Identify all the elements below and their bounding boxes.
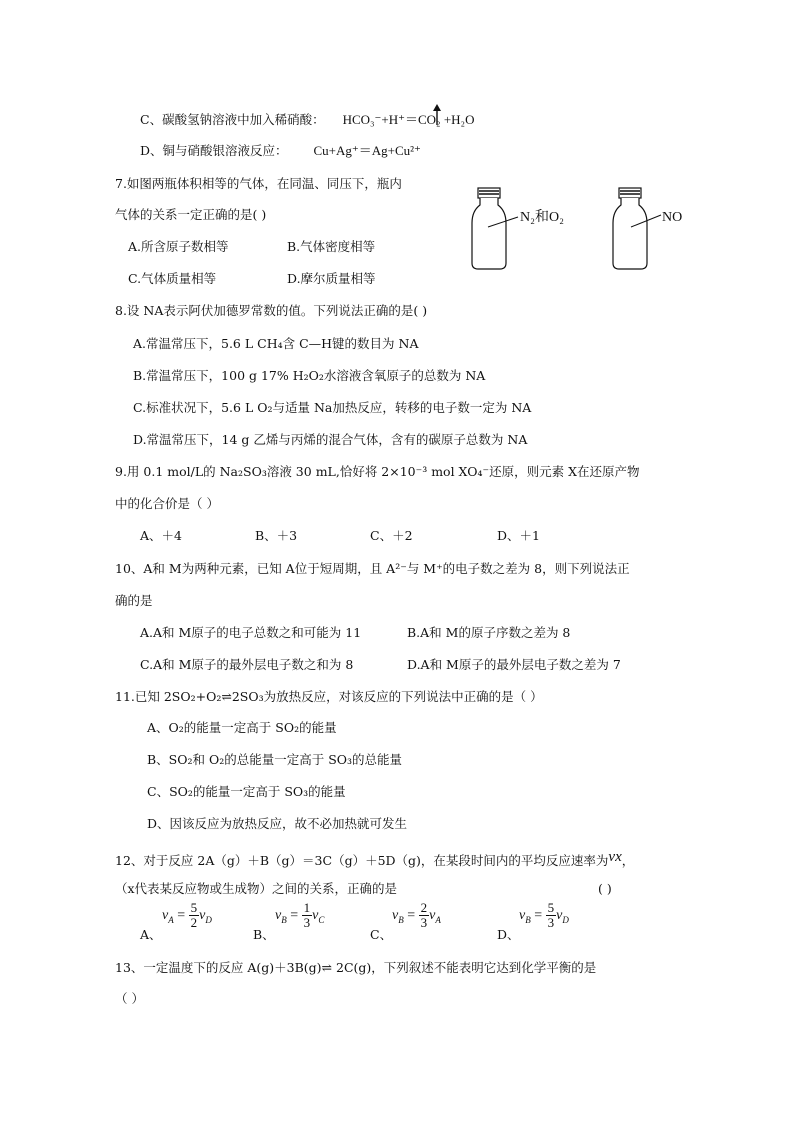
q12-c-den: 3 <box>420 915 428 931</box>
q12-stem-text: 12、对于反应 2A（g）＋B（g）＝3C（g）＋5D（g)，在某段时间内的平均反应速率为 <box>115 853 609 868</box>
q10-stem-line1: 10、A和 M为两种元素，已知 A位于短周期，且 A²⁻与 M⁺的电子数之差为 8，则下列说法正 <box>115 561 630 576</box>
q12-answer-paren: ( ) <box>598 881 612 896</box>
gas-bottle-1-icon <box>468 185 578 275</box>
q12-b-den: 3 <box>303 915 311 931</box>
q12-c-lsub: B <box>398 914 404 925</box>
q12-stem-line2: （x代表某反应物或生成物）之间的关系，正确的是 <box>115 881 398 896</box>
q12-a-rsub: D <box>205 914 212 925</box>
q8-option-d: D.常温常压下，14 g 乙烯与丙烯的混合气体，含有的碳原子总数为 NA <box>133 432 528 447</box>
q6-option-c-equation: HCO₃⁻+H⁺＝CO₂ +H₂O <box>342 112 475 127</box>
q9-stem-line2: 中的化合价是（ ） <box>115 496 219 511</box>
q12-b-num: 1 <box>303 900 311 916</box>
q7-option-a: A.所含原子数相等 <box>128 239 229 254</box>
q12-d-lhs: v <box>519 908 526 923</box>
q12-a-rhs: v <box>199 908 206 923</box>
q11-option-c: C、SO₂的能量一定高于 SO₃的能量 <box>147 784 346 799</box>
q12-c-num: 2 <box>420 900 428 916</box>
q7-stem-line2: 气体的关系一定正确的是( ) <box>115 207 267 222</box>
q11-stem: 11.已知 2SO₂+O₂⇌2SO₃为放热反应，对该反应的下列说法中正确的是（ ） <box>115 689 543 704</box>
q9-option-c: C、＋2 <box>370 528 413 543</box>
bottle-1-label: N₂和O₂ <box>520 210 564 225</box>
q12-option-b-formula: $v_B$ = $\frac{1}{3}$ $v_C$ <box>275 900 325 931</box>
q9-option-a: A、＋4 <box>140 528 182 543</box>
q12-c-rsub: A <box>435 914 441 925</box>
q10-option-d: D.A和 M原子的最外层电子数之差为 7 <box>407 657 621 672</box>
q12-b-lsub: B <box>281 914 287 925</box>
q12-option-c-formula: $v_B$ = $\frac{2}{3}$ $v_A$ <box>392 900 441 931</box>
q10-option-c: C.A和 M原子的最外层电子数之和为 8 <box>140 657 354 672</box>
q12-option-d-label: D、 <box>497 927 520 942</box>
q11-option-d: D、因该反应为放热反应，故不必加热就可发生 <box>147 816 408 831</box>
q6-option-d-equation: Cu+Ag⁺＝Ag+Cu²⁺ <box>313 143 421 158</box>
q12-c-rhs: v <box>429 908 436 923</box>
q12-stem-line1 <box>115 849 634 869</box>
q13-stem-line2: （ ） <box>115 991 144 1006</box>
q12-option-a-formula: $v_A$ = $\frac{5}{2}$ $v_D$ <box>162 900 212 931</box>
q12-b-rhs: v <box>312 908 319 923</box>
q6-option-d <box>140 143 421 159</box>
q8-option-c: C.标准状况下，5.6 L O₂与适量 Na加热反应，转移的电子数一定为 NA <box>133 400 532 415</box>
q12-a-lsub: A <box>168 914 174 925</box>
q10-option-b: B.A和 M的原子序数之差为 8 <box>407 625 571 640</box>
q9-option-b: B、＋3 <box>255 528 298 543</box>
q12-option-d-formula: $v_B$ = $\frac{5}{3}$ $v_D$ <box>519 900 569 931</box>
q12-option-c-label: C、 <box>370 927 393 942</box>
q12-a-lhs: v <box>162 908 169 923</box>
q12-d-rhs: v <box>556 908 563 923</box>
q7-option-b: B.气体密度相等 <box>287 239 376 254</box>
q8-option-b: B.常温常压下，100 g 17% H₂O₂水溶液含氧原子的总数为 NA <box>133 368 486 383</box>
q12-b-lhs: v <box>275 908 282 923</box>
q9-option-d: D、＋1 <box>497 528 540 543</box>
q6-option-c <box>140 112 474 128</box>
gas-arrow-icon <box>432 103 442 127</box>
q12-d-den: 3 <box>547 915 555 931</box>
q12-option-a-label: A、 <box>140 927 162 942</box>
bottle-2-label: NO <box>662 210 683 225</box>
q6-option-d-label: D、铜与硝酸银溶液反应： <box>140 143 288 158</box>
q12-d-num: 5 <box>547 900 555 916</box>
q7-option-c: C.气体质量相等 <box>128 271 217 286</box>
q10-stem-line2: 确的是 <box>115 593 153 608</box>
q11-option-b: B、SO₂和 O₂的总能量一定高于 SO₃的总能量 <box>147 752 403 767</box>
q12-a-den: 2 <box>190 915 198 931</box>
q9-stem-line1: 9.用 0.1 mol/L的 Na₂SO₃溶液 30 mL,恰好将 2×10⁻³ mol XO₄⁻还原，则元素 X在还原产物 <box>115 464 640 479</box>
q12-a-num: 5 <box>190 900 198 916</box>
q7-stem-line1: 7.如图两瓶体积相等的气体，在同温、同压下，瓶内 <box>115 176 402 191</box>
q7-option-d: D.摩尔质量相等 <box>287 271 376 286</box>
q12-b-rsub: C <box>318 914 325 925</box>
q11-option-a: A、O₂的能量一定高于 SO₂的能量 <box>147 720 337 735</box>
q12-d-rsub: D <box>562 914 569 925</box>
q12-d-lsub: B <box>525 914 531 925</box>
q12-stem-end: ， <box>621 853 635 868</box>
q13-stem-line1: 13、一定温度下的反应 A(g)＋3B(g)⇌ 2C(g)，下列叙述不能表明它达到化学平衡的是 <box>115 960 597 975</box>
q8-stem: 8.设 NA表示阿伏加德罗常数的值。下列说法正确的是( ) <box>115 303 428 318</box>
q12-c-lhs: v <box>392 908 399 923</box>
q12-vx-symbol: vx <box>608 849 622 865</box>
q6-option-c-label: C、碳酸氢钠溶液中加入稀硝酸： <box>140 112 325 127</box>
q12-option-b-label: B、 <box>253 927 275 942</box>
q8-option-a: A.常温常压下，5.6 L CH₄含 C—H键的数目为 NA <box>133 336 419 351</box>
gas-bottle-2-icon <box>609 185 699 275</box>
q10-option-a: A.A和 M原子的电子总数之和可能为 11 <box>140 625 362 640</box>
